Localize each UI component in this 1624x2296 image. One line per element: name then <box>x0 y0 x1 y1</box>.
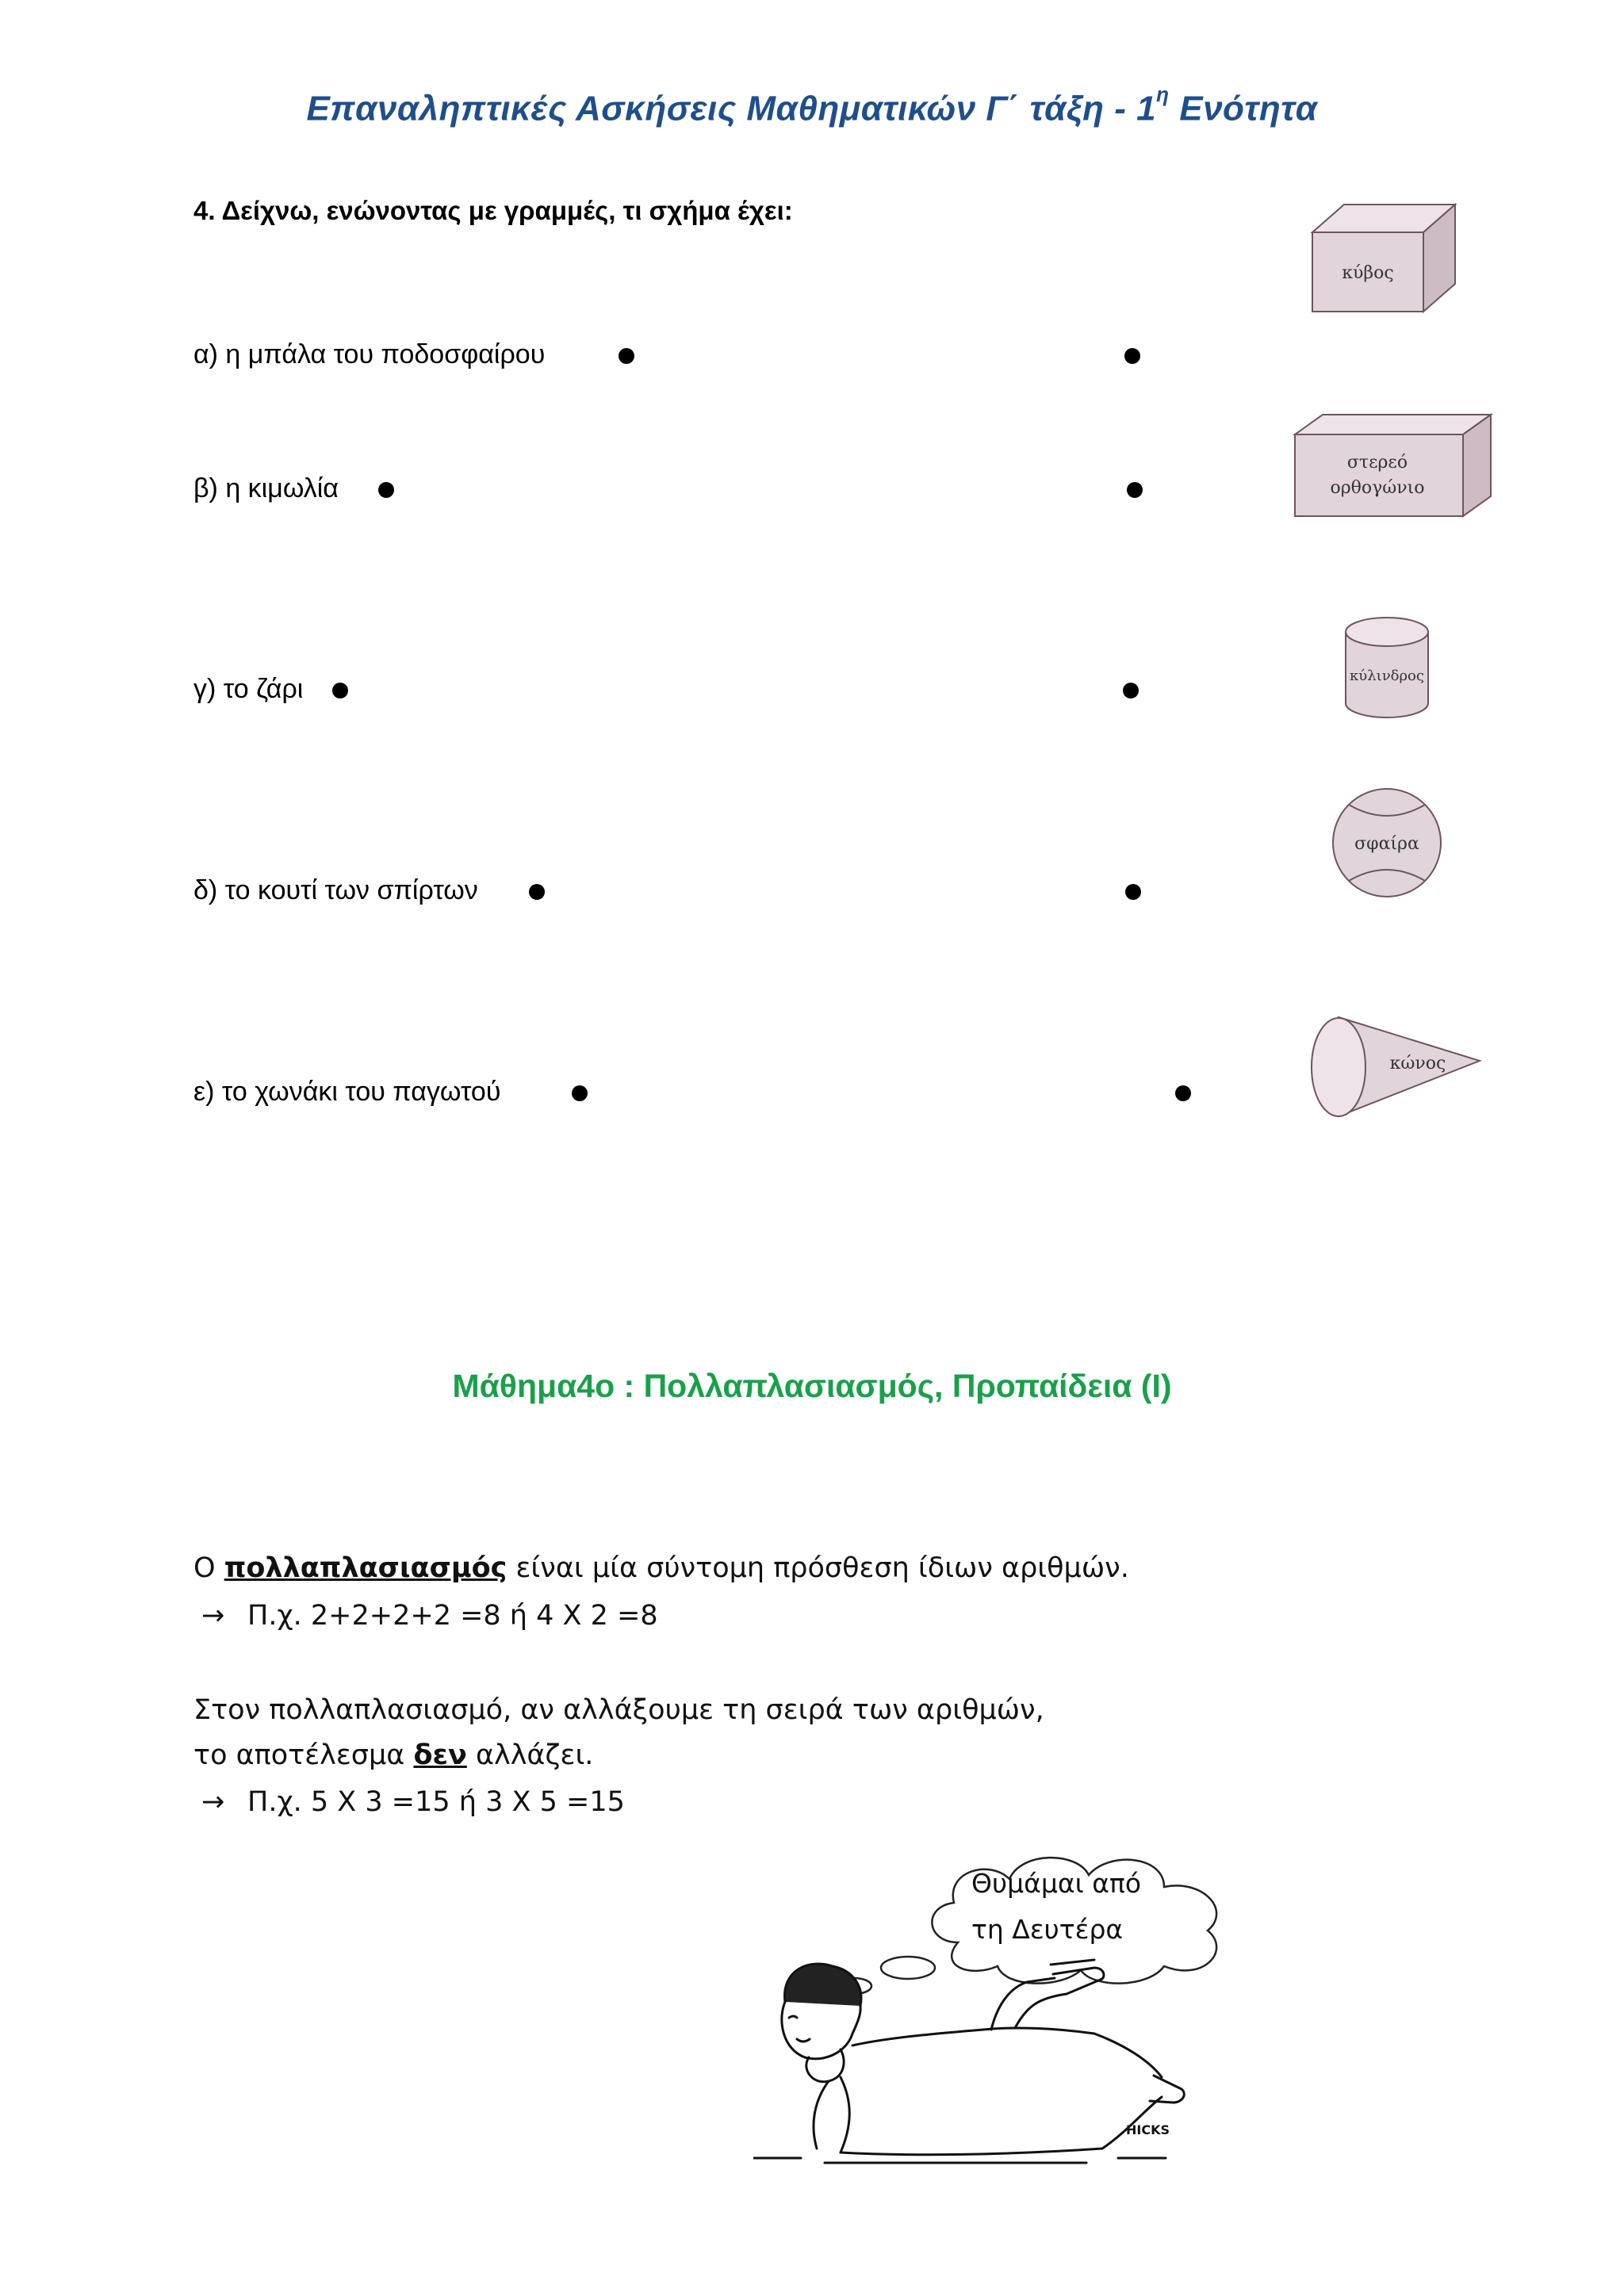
example-1-text: Π.χ. 2+2+2+2 =8 ή 4 Χ 2 =8 <box>247 1600 658 1632</box>
arrow-icon: → <box>201 1786 225 1818</box>
lesson-example-2 <box>201 1786 625 1818</box>
p3-bold: δεν <box>413 1739 467 1771</box>
right-dot-2[interactable] <box>1127 482 1143 498</box>
lesson-title: Μάθημα4ο : Πολλαπλασιασμός, Προπαίδεια (Ι) <box>452 1368 1172 1404</box>
arrow-icon: → <box>201 1600 225 1632</box>
cuboid-label-2: ορθογώνιο <box>1330 478 1425 498</box>
cuboid-label-1: στερεό <box>1346 453 1408 473</box>
item-e-left-dot[interactable] <box>572 1085 588 1101</box>
cuboid-shape <box>1289 411 1499 522</box>
header-superscript: η <box>1156 82 1170 106</box>
cone-label: κώνος <box>1389 1054 1446 1073</box>
exercise-title: 4. Δείχνω, ενώνοντας με γραμμές, τι σχήμα έχει: <box>193 196 793 225</box>
boy-illustration <box>753 1950 1197 2180</box>
signature-text: HICKS <box>1126 2122 1170 2137</box>
cylinder-label: κύλινδρος <box>1350 668 1424 684</box>
cube-label: κύβος <box>1342 263 1394 283</box>
item-e-label: ε) το χωνάκι του παγωτού <box>193 1077 501 1107</box>
item-e <box>193 1077 500 1108</box>
cone-icon <box>1307 1013 1488 1123</box>
item-d <box>193 875 478 906</box>
cube-icon <box>1304 201 1463 316</box>
header-suffix: Ενότητα <box>1169 89 1318 128</box>
p1-pre: Ο <box>193 1552 224 1584</box>
cloud-line-1: Θυμάμαι από <box>971 1868 1142 1899</box>
item-a-label: α) η μπάλα του ποδοσφαίρου <box>193 339 546 369</box>
example-2-text: Π.χ. 5 Χ 3 =15 ή 3 Χ 5 =15 <box>247 1786 625 1818</box>
right-dot-3[interactable] <box>1123 683 1139 698</box>
sphere-label: σφαίρα <box>1354 834 1419 854</box>
sphere-icon <box>1322 787 1453 898</box>
item-b-label: β) η κιμωλία <box>193 473 339 503</box>
p1-bold: πολλαπλασιασμός <box>224 1552 508 1584</box>
cuboid-icon <box>1289 411 1499 522</box>
page-header <box>0 82 1624 129</box>
item-a-left-dot[interactable] <box>619 348 634 364</box>
p3-post: αλλάζει. <box>466 1739 594 1771</box>
item-b-left-dot[interactable] <box>378 482 394 498</box>
item-c-left-dot[interactable] <box>332 683 348 698</box>
p3-pre: το αποτέλεσμα <box>193 1739 414 1771</box>
sphere-shape <box>1322 787 1453 898</box>
item-d-label: δ) το κουτί των σπίρτων <box>193 875 478 905</box>
item-c <box>193 674 303 705</box>
item-c-label: γ) το ζάρι <box>193 674 304 704</box>
item-d-left-dot[interactable] <box>529 884 545 900</box>
cylinder-icon <box>1338 612 1437 723</box>
cone-shape <box>1307 1013 1488 1123</box>
lesson-example-1 <box>201 1600 658 1632</box>
item-b <box>193 473 339 504</box>
item-a <box>193 339 545 370</box>
cylinder-shape <box>1338 612 1437 723</box>
cube-shape <box>1304 201 1463 316</box>
cloud-line-2: τη Δευτέρα <box>971 1914 1124 1945</box>
lesson-paragraph-2: Στον πολλαπλασιασμό, αν αλλάξουμε τη σειρά των αριθμών, <box>193 1694 1044 1726</box>
p1-post: είναι μία σύντομη πρόσθεση ίδιων αριθμών. <box>507 1552 1129 1584</box>
right-dot-5[interactable] <box>1175 1085 1191 1101</box>
right-dot-4[interactable] <box>1125 884 1141 900</box>
lesson-paragraph-1 <box>193 1552 1129 1584</box>
right-dot-1[interactable] <box>1124 348 1140 364</box>
lesson-paragraph-3 <box>193 1739 593 1771</box>
header-title: Επαναληπτικές Ασκήσεις Μαθηματικών Γ΄ τάξη - 1 <box>306 89 1157 128</box>
